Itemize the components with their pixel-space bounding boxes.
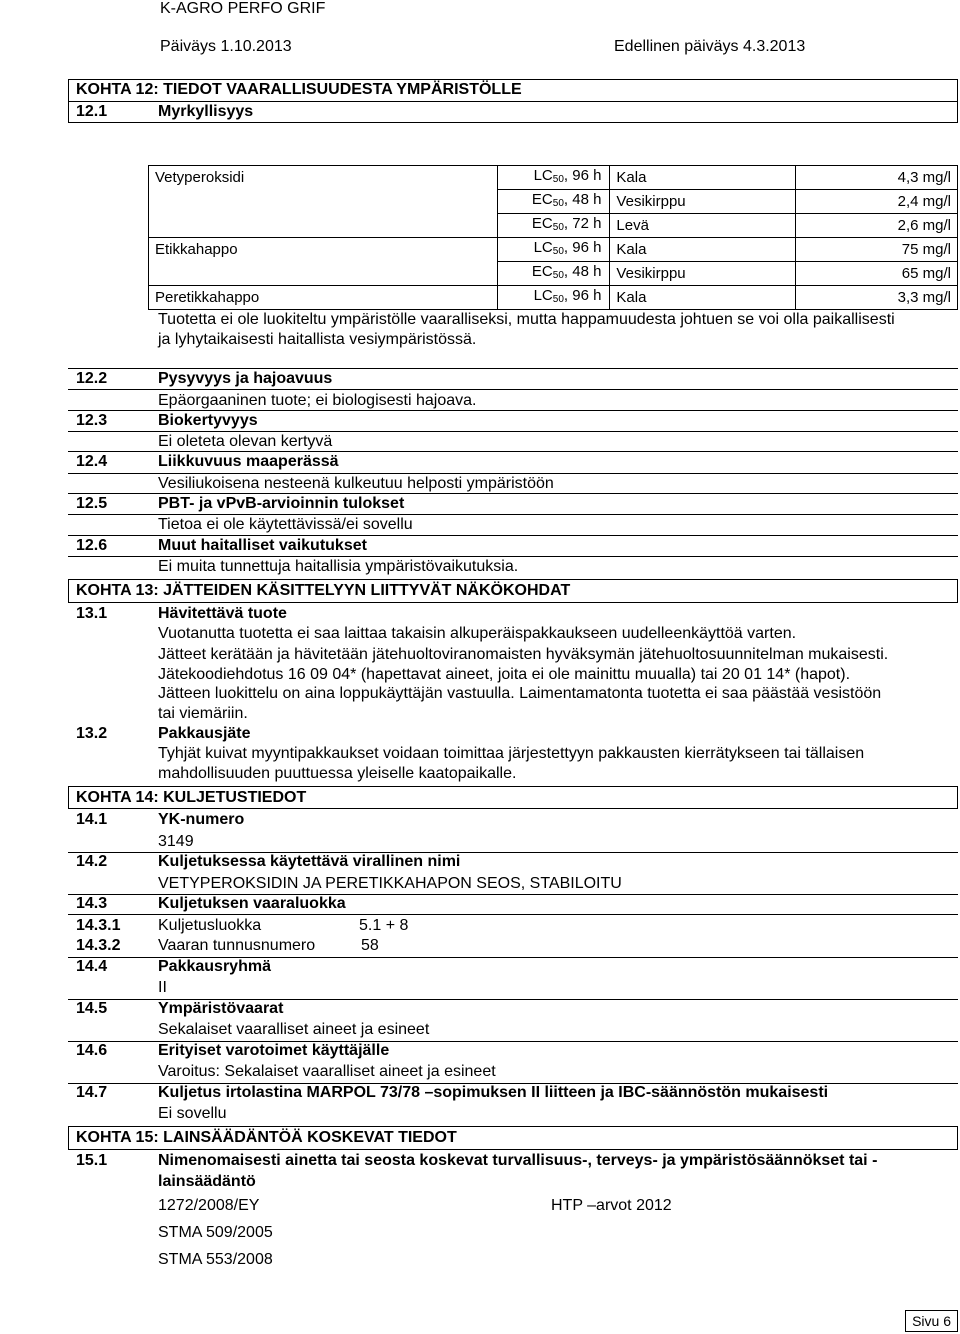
toxicity-row — [149, 262, 958, 286]
section-14-7-number: 14.7 — [76, 1084, 108, 1101]
toxicity-note-line-1: Tuotetta ei ole luokiteltu ympäristölle vaaralliseksi, mutta happamuudesta johtuen se voi olla paikallisesti — [158, 311, 895, 328]
toxicity-test: $LC_{50}$, 96 h — [498, 238, 610, 262]
toxicity-value: 65 mg/l — [796, 262, 958, 286]
toxicity-organism: Vesikirppu — [610, 190, 796, 214]
toxicity-value: 2,6 mg/l — [796, 214, 958, 238]
toxicity-test: $EC_{50}$, 48 h — [498, 262, 610, 286]
toxicity-organism: Kala — [610, 238, 796, 262]
section-15-1-title-line-2: lainsäädäntö — [158, 1173, 256, 1190]
section-12-title: KOHTA 12: TIEDOT VAARALLISUUDESTA YMPÄRISTÖLLE — [76, 81, 522, 98]
regulation-3: STMA 553/2008 — [158, 1251, 273, 1268]
section-12-6-text: Ei muita tunnettuja haitallisia ympäristövaikutuksia. — [158, 558, 519, 575]
shipping-name: VETYPEROKSIDIN JA PERETIKKAHAPON SEOS, STABILOITU — [158, 875, 622, 892]
toxicity-test: $LC_{50}$, 96 h — [498, 166, 610, 190]
bulk-transport: Ei sovellu — [158, 1105, 227, 1122]
section-15-1-title-line-1: Nimenomaisesti ainetta tai seosta koskevat turvallisuus-, terveys- ja ympäristösäännökset tai - — [158, 1152, 878, 1169]
regulation-htp: HTP –arvot 2012 — [551, 1197, 672, 1214]
toxicity-organism: Kala — [610, 286, 796, 310]
section-14-3-2-number: 14.3.2 — [76, 937, 121, 954]
section-13-2-title: Pakkausjäte — [158, 725, 251, 742]
toxicity-row — [149, 238, 958, 262]
section-14-1-number: 14.1 — [76, 811, 108, 828]
section-13-1-line-3: Jätekoodiehdotus 16 09 04* (hapettavat aineet, joita ei ole mainittu muualla) tai 20 01 14* (hapot). — [158, 666, 851, 683]
toxicity-substance — [149, 190, 498, 214]
section-12-3-text: Ei oleteta olevan kertyvä — [158, 433, 333, 450]
page-number: Sivu 6 — [905, 1310, 958, 1332]
section-14-3-title: Kuljetuksen vaaraluokka — [158, 895, 346, 912]
section-14-title: KOHTA 14: KULJETUSTIEDOT — [76, 789, 307, 806]
toxicity-row — [149, 286, 958, 310]
section-14-4-title: Pakkausryhmä — [158, 958, 271, 975]
toxicity-value: 4,3 mg/l — [796, 166, 958, 190]
section-14-2-title: Kuljetuksessa käytettävä virallinen nimi — [158, 853, 461, 870]
toxicity-substance — [149, 262, 498, 286]
section-14-3-number: 14.3 — [76, 895, 108, 912]
toxicity-substance: Vetyperoksidi — [149, 166, 498, 190]
section-12-5-title: PBT- ja vPvB-arvioinnin tulokset — [158, 495, 405, 512]
regulation-1: 1272/2008/EY — [158, 1197, 260, 1214]
transport-class-value: 5.1 + 8 — [359, 917, 409, 934]
section-14-5-title: Ympäristövaarat — [158, 1000, 284, 1017]
un-number: 3149 — [158, 833, 194, 850]
section-14-5-number: 14.5 — [76, 1000, 108, 1017]
section-12-5-number: 12.5 — [76, 495, 108, 512]
toxicity-value: 3,3 mg/l — [796, 286, 958, 310]
section-12-3-title: Biokertyvyys — [158, 412, 258, 429]
section-14-3-1-number: 14.3.1 — [76, 917, 121, 934]
toxicity-test: $EC_{50}$, 72 h — [498, 214, 610, 238]
section-13-1-title: Hävitettävä tuote — [158, 605, 287, 622]
packing-group: II — [158, 979, 167, 996]
section-15-title: KOHTA 15: LAINSÄÄDÄNTÖÄ KOSKEVAT TIEDOT — [76, 1129, 457, 1146]
section-13-1-line-2: Jätteet kerätään ja hävitetään jätehuoltoviranomaisten hyväksymän jätehuoltosuunnitelman mukaisesti. — [158, 646, 889, 663]
product-name: K-AGRO PERFO GRIF — [160, 0, 326, 17]
toxicity-note-line-2: ja lyhytaikaisesti haitallista vesiympäristössä. — [158, 331, 477, 348]
environmental-hazards: Sekalaiset vaaralliset aineet ja esineet — [158, 1021, 430, 1038]
section-12-4-number: 12.4 — [76, 453, 108, 470]
toxicity-substance: Peretikkahappo — [149, 286, 498, 310]
toxicity-test: $LC_{50}$, 96 h — [498, 286, 610, 310]
section-13-2-line-2: mahdollisuuden puuttuessa yleiselle kaatopaikalle. — [158, 765, 517, 782]
section-13-title: KOHTA 13: JÄTTEIDEN KÄSITTELYYN LIITTYVÄT NÄKÖKOHDAT — [76, 582, 571, 599]
section-13-2-number: 13.2 — [76, 725, 108, 742]
section-12-6-number: 12.6 — [76, 537, 108, 554]
toxicity-test: $EC_{50}$, 48 h — [498, 190, 610, 214]
section-12-2-title: Pysyvyys ja hajoavuus — [158, 370, 333, 387]
regulation-2: STMA 509/2005 — [158, 1224, 273, 1241]
toxicity-substance — [149, 214, 498, 238]
section-15-1-number: 15.1 — [76, 1152, 108, 1169]
toxicity-value: 75 mg/l — [796, 238, 958, 262]
section-12-1-number: 12.1 — [76, 103, 108, 120]
section-14-1-title: YK-numero — [158, 811, 245, 828]
section-12-6-title: Muut haitalliset vaikutukset — [158, 537, 367, 554]
toxicity-organism: Levä — [610, 214, 796, 238]
toxicity-value: 2,4 mg/l — [796, 190, 958, 214]
section-14-4-number: 14.4 — [76, 958, 108, 975]
toxicity-row — [149, 190, 958, 214]
toxicity-organism: Vesikirppu — [610, 262, 796, 286]
section-13-1-line-1: Vuotanutta tuotetta ei saa laittaa takaisin alkuperäispakkaukseen uudelleenkäyttöä varten. — [158, 625, 797, 642]
toxicity-row — [149, 166, 958, 190]
hazard-number-value: 58 — [361, 937, 379, 954]
toxicity-table — [148, 165, 958, 310]
section-14-2-number: 14.2 — [76, 853, 108, 870]
section-12-5-text: Tietoa ei ole käytettävissä/ei sovellu — [158, 516, 413, 533]
section-12-4-title: Liikkuvuus maaperässä — [158, 453, 339, 470]
section-13-2-line-1: Tyhjät kuivat myyntipakkaukset voidaan toimittaa järjestettyyn pakkausten kierrätykseen tai tällaisen — [158, 745, 865, 762]
section-12-2-text: Epäorgaaninen tuote; ei biologisesti hajoava. — [158, 392, 477, 409]
section-12-1-title: Myrkyllisyys — [158, 103, 254, 120]
toxicity-organism: Kala — [610, 166, 796, 190]
section-13-1-line-4: Jätteen luokittelu on aina loppukäyttäjän vastuulla. Laimentamatonta tuotetta ei saa päästää vesistöön — [158, 685, 882, 702]
hazard-number-label: Vaaran tunnusnumero — [158, 937, 316, 954]
section-12-4-text: Vesiliukoisena nesteenä kulkeutuu helposti ympäristöön — [158, 475, 554, 492]
section-12-2-number: 12.2 — [76, 370, 108, 387]
previous-date: Edellinen päiväys 4.3.2013 — [614, 38, 806, 55]
toxicity-substance: Etikkahappo — [149, 238, 498, 262]
transport-class-label: Kuljetusluokka — [158, 917, 262, 934]
toxicity-row — [149, 214, 958, 238]
section-13-1-number: 13.1 — [76, 605, 108, 622]
section-13-1-line-5: tai viemäriin. — [158, 705, 248, 722]
section-12-3-number: 12.3 — [76, 412, 108, 429]
section-14-6-number: 14.6 — [76, 1042, 108, 1059]
section-14-7-title: Kuljetus irtolastina MARPOL 73/78 –sopimuksen II liitteen ja IBC-säännöstön mukaisesti — [158, 1084, 829, 1101]
section-14-6-title: Erityiset varotoimet käyttäjälle — [158, 1042, 390, 1059]
issue-date: Päiväys 1.10.2013 — [160, 38, 292, 55]
special-precautions: Varoitus: Sekalaiset vaaralliset aineet ja esineet — [158, 1063, 496, 1080]
